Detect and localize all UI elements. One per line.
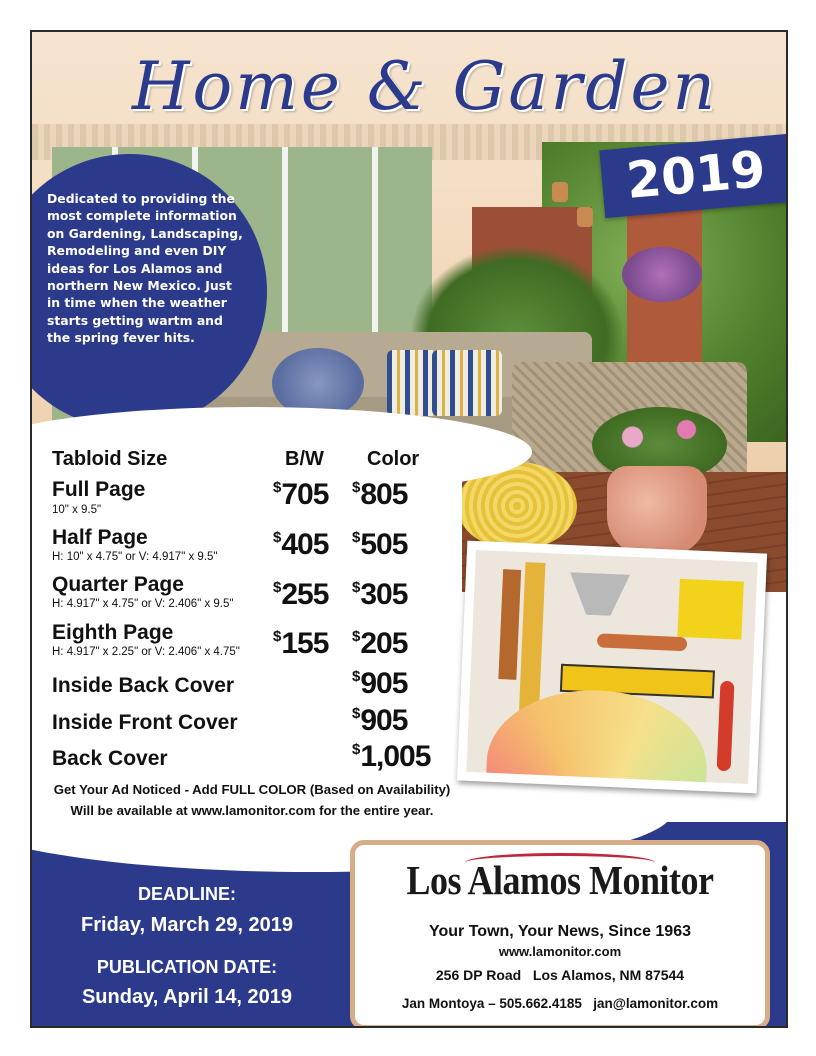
wood-board — [498, 569, 521, 680]
flyer — [30, 30, 788, 1028]
price-bw — [273, 627, 328, 661]
color-note: Get Your Ad Noticed - Add FULL COLOR (Based on Availability) — [53, 782, 451, 797]
row-label: Inside Front Cover — [52, 711, 238, 734]
row-label: Full Page — [52, 478, 146, 501]
currency-symbol: $ — [352, 479, 360, 496]
price-color — [352, 478, 407, 512]
scraper-tool — [568, 572, 630, 617]
page-title: Home & Garden — [131, 48, 719, 125]
row-dims: 10" x 9.5" — [52, 504, 102, 516]
deadline-label: DEADLINE: — [138, 884, 236, 904]
striped-cushion — [432, 350, 502, 416]
price-value: 905 — [360, 667, 408, 700]
pendant-lamp — [577, 207, 593, 227]
currency-symbol: $ — [352, 705, 360, 722]
price-color — [352, 667, 407, 701]
row-dims: H: 4.917" x 2.25" or V: 2.406" x 4.75" — [52, 646, 240, 658]
year-label: 2019 — [624, 140, 768, 210]
publisher-tagline: Your Town, Your News, Since 1963 — [429, 923, 691, 940]
price-value: 255 — [281, 578, 329, 611]
price-color — [352, 627, 407, 661]
publisher-contact: Jan Montoya – 505.662.4185 jan@lamonitor.com — [401, 996, 719, 1011]
hanging-basket — [622, 247, 702, 302]
publisher-website: www.lamonitor.com — [498, 944, 622, 959]
currency-symbol: $ — [352, 529, 360, 546]
currency-symbol: $ — [352, 668, 360, 685]
publication-date: Sunday, April 14, 2019 — [81, 986, 293, 1008]
price-value: 505 — [360, 528, 408, 561]
price-bw — [273, 578, 328, 612]
row-dims: H: 4.917" x 4.75" or V: 2.406" x 9.5" — [52, 598, 234, 610]
currency-symbol: $ — [273, 628, 281, 645]
price-value: 305 — [360, 578, 408, 611]
row-label: Back Cover — [52, 747, 168, 770]
paint-brush — [597, 633, 688, 651]
color-swatch-fan — [484, 686, 710, 784]
price-bw — [273, 528, 328, 562]
row-label: Eighth Page — [52, 621, 174, 644]
publisher-box — [350, 840, 770, 1028]
folding-ruler — [519, 562, 546, 713]
tools-photo-inner — [466, 550, 757, 784]
deadline-date: Friday, March 29, 2019 — [81, 914, 293, 936]
header-color: Color — [367, 448, 420, 470]
currency-symbol: $ — [273, 479, 281, 496]
price-value: 205 — [360, 627, 408, 660]
currency-symbol: $ — [352, 628, 360, 645]
header-bw: B/W — [285, 448, 324, 470]
currency-symbol: $ — [352, 741, 360, 758]
publisher-logo: Los Alamos Monitor — [406, 857, 714, 903]
currency-symbol: $ — [273, 529, 281, 546]
header-size: Tabloid Size — [52, 448, 168, 470]
price-color — [352, 578, 407, 612]
currency-symbol: $ — [352, 579, 360, 596]
row-label: Inside Back Cover — [52, 674, 235, 697]
price-bw — [273, 478, 328, 512]
price-value: 155 — [281, 627, 329, 660]
paint-roller — [717, 681, 735, 772]
intro-text: Dedicated to providing the most complete information on Gardening, Landscaping, Remodeling and even DIY ideas for Los Alamos and northern New Mexico. Just in time when the weather starts getting wartm and the spring fever hits. — [47, 191, 243, 346]
publisher-address: 256 DP Road Los Alamos, NM 87544 — [435, 967, 685, 983]
price-color — [352, 740, 430, 774]
web-note: Will be available at www.lamonitor.com for the entire year. — [70, 803, 434, 818]
price-color — [352, 704, 407, 738]
price-value: 805 — [360, 478, 408, 511]
row-label: Quarter Page — [52, 573, 184, 596]
currency-symbol: $ — [273, 579, 281, 596]
price-value: 905 — [360, 704, 408, 737]
row-label: Half Page — [52, 526, 148, 549]
terracotta-pot — [607, 466, 707, 556]
tools-photo — [457, 541, 767, 794]
pendant-lamp — [552, 182, 568, 202]
price-value: 1,005 — [360, 740, 431, 773]
row-dims: H: 10" x 4.75" or V: 4.917" x 9.5" — [52, 551, 218, 563]
price-value: 405 — [281, 528, 329, 561]
price-color — [352, 528, 407, 562]
publication-label: PUBLICATION DATE: — [96, 957, 278, 977]
yellow-block — [677, 579, 743, 640]
price-value: 705 — [281, 478, 329, 511]
